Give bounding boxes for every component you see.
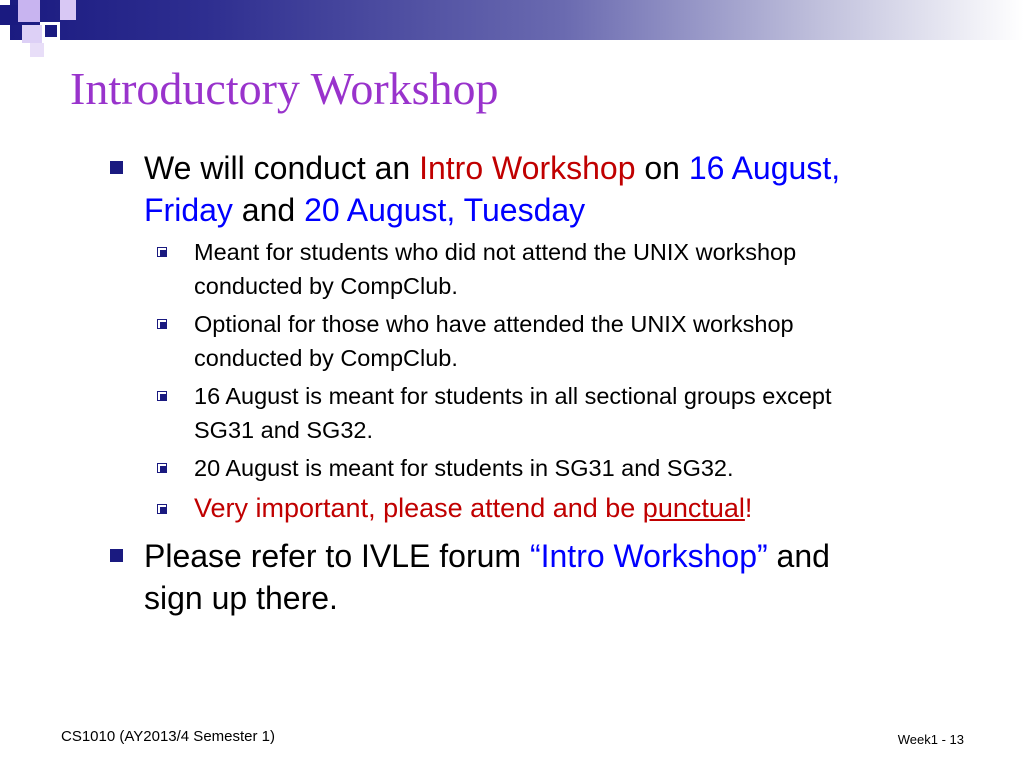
slide-content	[100, 147, 890, 619]
hollow-square-bullet-icon	[157, 319, 167, 329]
hollow-square-bullet-icon	[157, 391, 167, 401]
bullet-workshop	[100, 147, 890, 231]
square-bullet-icon	[110, 549, 123, 562]
sub-bullet-4	[100, 451, 890, 485]
punctual-text: punctual	[642, 493, 745, 523]
bullet-ivle-forum	[100, 535, 890, 619]
exclamation: !	[744, 493, 753, 523]
header-gradient-bar	[0, 0, 1024, 40]
logo-squares	[0, 0, 90, 70]
sub-bullet-text: Optional for those who have attended the UNIX workshop conducted by CompClub.	[194, 311, 794, 371]
text-date-1: 16 August, Friday	[144, 150, 841, 228]
square-bullet-icon	[110, 161, 123, 174]
footer-course: CS1010 (AY2013/4 Semester 1)	[61, 728, 276, 745]
hollow-square-bullet-icon	[157, 463, 167, 473]
sub-bullet-2	[100, 307, 890, 375]
text: and sign up there.	[144, 538, 830, 616]
important-text: Very important, please attend and be	[194, 493, 643, 523]
sub-bullet-text: 16 August is meant for students in all sectional groups except SG31 and SG32.	[194, 383, 832, 443]
text: and	[232, 192, 305, 228]
text: on	[635, 150, 689, 186]
footer-page-number: Week1 - 13	[897, 732, 964, 747]
sub-bullet-important	[100, 489, 890, 527]
sub-bullet-3	[100, 379, 890, 447]
text-forum-name: “Intro Workshop”	[529, 538, 768, 574]
text: Please refer to IVLE forum	[144, 538, 530, 574]
sub-bullet-1	[100, 235, 890, 303]
text-intro-workshop: Intro Workshop	[419, 150, 636, 186]
slide-title: Introductory Workshop	[70, 63, 499, 114]
text-date-2: 20 August, Tuesday	[304, 192, 586, 228]
sub-bullet-text: 20 August is meant for students in SG31 and SG32.	[194, 455, 734, 481]
hollow-square-bullet-icon	[157, 247, 167, 257]
text: We will conduct an	[144, 150, 420, 186]
sub-bullet-text: Meant for students who did not attend the UNIX workshop conducted by CompClub.	[194, 239, 797, 299]
hollow-square-bullet-icon	[157, 504, 167, 514]
